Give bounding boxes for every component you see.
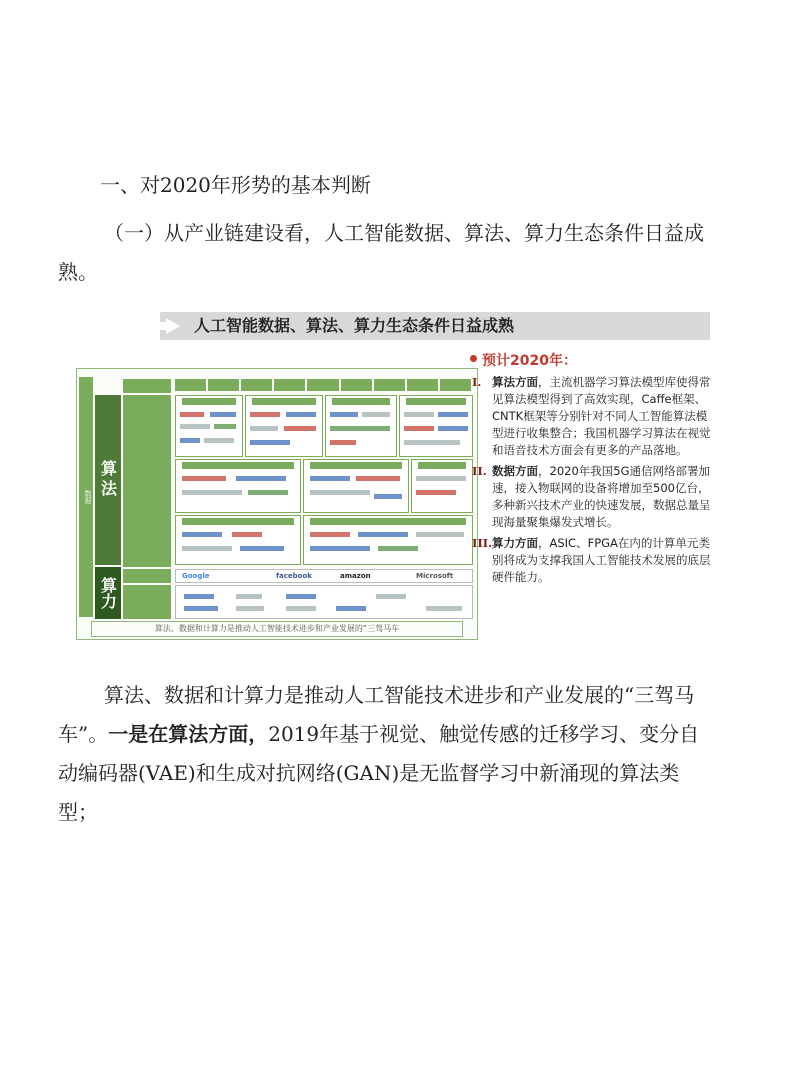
grid-cell	[303, 459, 409, 513]
figure-banner: 人工智能数据、算法、算力生态条件日益成熟	[160, 312, 710, 340]
ml-engine-row	[175, 569, 473, 583]
column-compute: 算力	[95, 567, 121, 619]
label-box	[123, 395, 171, 567]
column-data: 数据	[79, 377, 93, 617]
forecast-item: I. 算法方面，主流机器学习算法模型库使得常见算法模型得到了高效实现，Caffe框架、CNTK框架等分别针对不同人工智能算法模型进行收集整合；我国机器学习算法在视觉和语音技术方面会有更多的产品落地。	[472, 375, 711, 457]
brand-logo: Google	[182, 572, 210, 580]
figure-caption: 算法、数据和计算力是推动人工智能技术进步和产业发展的“三驾马车	[91, 621, 463, 637]
paragraph-2: 算法、数据和计算力是推动人工智能技术进步和产业发展的“三驾马车”。一是在算法方面，2019年基于视觉、触觉传感的迁移学习、变分自动编码器(VAE)和生成对抗网络(GAN)是无监督学习中新涌现的算法类型；	[58, 683, 700, 824]
grid-cell	[175, 459, 301, 513]
brand-logo: amazon	[340, 572, 371, 580]
arrow-icon	[166, 318, 180, 334]
brand-logo: Microsoft	[416, 572, 454, 580]
forecast-item: III. 算力方面，ASIC、FPGA在内的计算单元类别将成为支撑我国人工智能技术发展的底层硬件能力。	[472, 536, 711, 584]
hardware-row	[175, 585, 473, 619]
grid-cell	[325, 395, 397, 457]
brand-logo: facebook	[276, 572, 312, 580]
label-box	[123, 379, 171, 393]
ecosystem-diagram	[76, 368, 478, 640]
grid-cell	[245, 395, 323, 457]
forecast-title: 预计2020年：	[482, 350, 718, 370]
label-box	[123, 569, 171, 583]
column-algorithm: 算法	[95, 395, 121, 565]
label-box	[123, 585, 171, 619]
grid-cell	[175, 515, 301, 565]
grid-cell	[411, 459, 473, 513]
grid-cell	[175, 395, 243, 457]
figure	[76, 306, 716, 646]
industry-row	[175, 379, 471, 391]
forecast-item: II. 数据方面，2020年我国5G通信网络部署加速，接入物联网的设备将增加至500亿台，多种新兴技术产业的快速发展，数据总量呈现海量聚集爆发式增长。	[472, 464, 711, 529]
company-grid	[175, 395, 471, 565]
section-heading: 一、对2020年形势的基本判断	[100, 173, 371, 197]
forecast-panel	[468, 350, 718, 586]
grid-cell	[303, 515, 473, 565]
paragraph-1: （一）从产业链建设看，人工智能数据、算法、算力生态条件日益成熟。	[58, 221, 704, 284]
grid-cell	[399, 395, 473, 457]
